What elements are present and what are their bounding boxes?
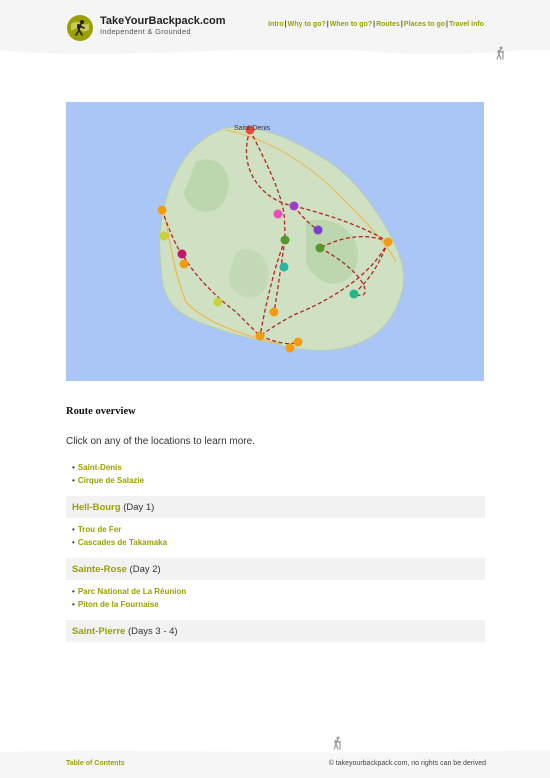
nav-separator: |	[326, 21, 329, 28]
location-link-saint-denis[interactable]: Saint-Denis	[77, 463, 122, 472]
location-link-parc-national[interactable]: Parc National de La Réunion	[77, 587, 187, 596]
map-marker[interactable]	[314, 226, 323, 235]
map-marker[interactable]	[350, 290, 359, 299]
list-item	[72, 523, 167, 536]
route-overview-heading: Route overview	[66, 406, 136, 417]
map-marker[interactable]	[384, 238, 393, 247]
map-marker[interactable]	[280, 263, 289, 272]
day-1-locations-list	[72, 523, 167, 549]
day-bar-saint-pierre	[66, 620, 485, 642]
day-title	[72, 502, 154, 513]
day-title	[72, 564, 161, 575]
hiker-icon	[494, 46, 506, 60]
map-marker[interactable]	[316, 244, 325, 253]
location-link-trou-de-fer[interactable]: Trou de Fer	[77, 525, 122, 534]
map-marker[interactable]	[160, 232, 169, 241]
map-marker[interactable]	[286, 344, 295, 353]
globe-hiker-logo-icon[interactable]	[66, 14, 94, 42]
list-item	[72, 461, 144, 474]
list-item	[72, 474, 144, 487]
nav-separator: |	[373, 21, 376, 28]
map-marker[interactable]	[294, 338, 303, 347]
nav-separator: |	[446, 21, 448, 28]
location-link-cascades-de-takamaka[interactable]: Cascades de Takamaka	[77, 538, 168, 547]
map-marker[interactable]	[281, 236, 290, 245]
route-overview-intro: Click on any of the locations to learn more.	[66, 436, 255, 447]
nav-places-to-go[interactable]: Places to go	[403, 21, 446, 28]
site-tagline: Independent & Grounded	[100, 27, 191, 36]
nav-when-to-go[interactable]: When to go?	[329, 21, 373, 28]
route-map[interactable]	[66, 102, 484, 381]
nav-why-to-go[interactable]: Why to go?	[287, 21, 326, 28]
site-title[interactable]: TakeYourBackpack.com	[100, 15, 226, 27]
map-marker[interactable]	[180, 260, 189, 269]
day-title	[72, 626, 178, 637]
map-marker[interactable]	[290, 202, 299, 211]
footer-table-of-contents-link[interactable]: Table of Contents	[66, 760, 125, 767]
nav-intro[interactable]: Intro	[268, 21, 284, 28]
map-marker[interactable]	[158, 206, 167, 215]
list-item	[72, 598, 186, 611]
day-label: (Days 3 - 4)	[127, 626, 178, 637]
map-marker[interactable]	[274, 210, 283, 219]
map-marker[interactable]	[270, 308, 279, 317]
day-2-locations-list	[72, 585, 186, 611]
nav-routes[interactable]: Routes	[376, 21, 400, 28]
location-link-cirque-de-salazie[interactable]: Cirque de Salazie	[77, 476, 145, 485]
header-wave	[0, 40, 550, 70]
nav-separator: |	[400, 21, 403, 28]
map-marker[interactable]	[178, 250, 187, 259]
day-place-link[interactable]: Sainte-Rose	[72, 564, 127, 575]
nav-separator: |	[284, 21, 287, 28]
map-label-saint-denis: Saint-Denis	[234, 125, 271, 132]
list-item	[72, 536, 167, 549]
day-bar-hell-bourg	[66, 496, 485, 518]
top-nav	[268, 21, 484, 28]
footer-copyright: © takeyourbackpack.com, no rights can be derived	[328, 760, 486, 767]
nav-travel-info[interactable]: Travel info	[448, 21, 484, 28]
day-bar-sainte-rose	[66, 558, 485, 580]
day-label: (Day 2)	[129, 564, 161, 575]
map-marker[interactable]	[256, 332, 265, 341]
start-locations-list	[72, 461, 144, 487]
map-marker[interactable]	[214, 298, 223, 307]
location-link-piton-de-la-fournaise[interactable]: Piton de la Fournaise	[77, 600, 159, 609]
day-label: (Day 1)	[123, 502, 155, 513]
list-item	[72, 585, 186, 598]
day-place-link[interactable]: Hell-Bourg	[72, 502, 121, 513]
day-place-link[interactable]: Saint-Pierre	[72, 626, 126, 637]
